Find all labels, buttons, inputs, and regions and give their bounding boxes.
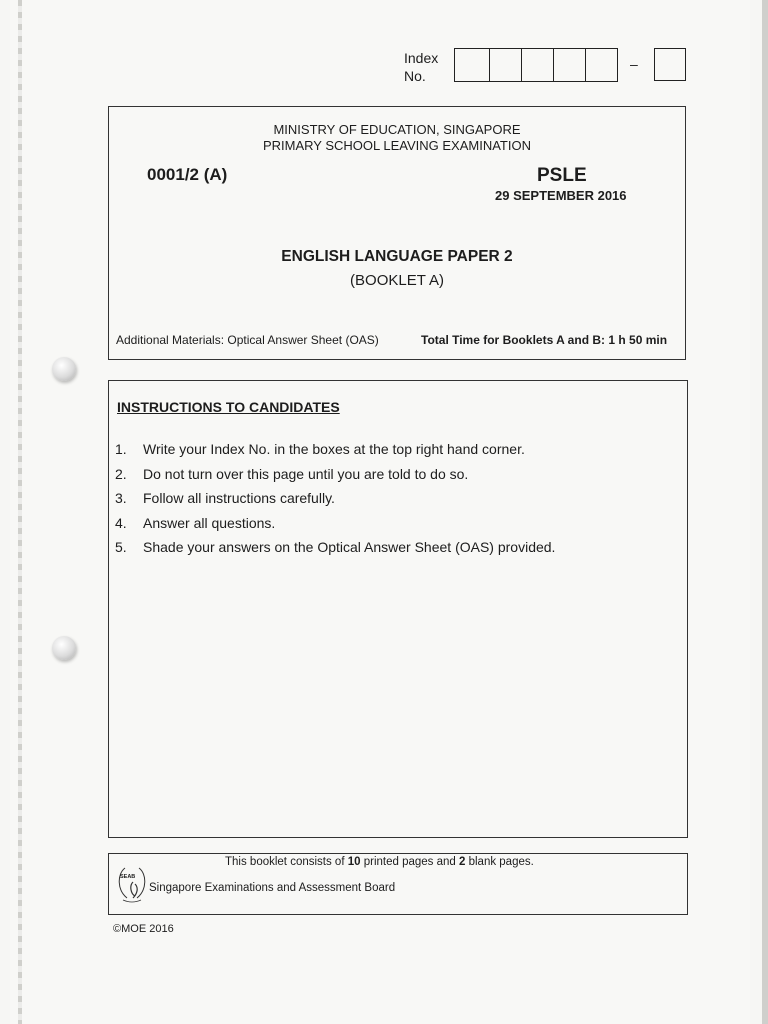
seab-logo-text: SEAB (120, 874, 136, 880)
index-check-box[interactable] (654, 48, 686, 81)
page-count-note: This booklet consists of 10 printed pages and 2 blank pages. (225, 856, 534, 868)
index-digit-box[interactable] (585, 49, 617, 81)
index-digit-box[interactable] (489, 49, 521, 81)
index-digit-box[interactable] (455, 49, 489, 81)
exam-level: PSLE (537, 165, 587, 186)
seab-logo-icon (115, 860, 149, 906)
total-time: Total Time for Booklets A and B: 1 h 50 min (421, 333, 668, 347)
paper-title: ENGLISH LANGUAGE PAPER 2 (281, 248, 513, 265)
instruction-item: 2. Do not turn over this page until you are told to do so. (115, 465, 469, 482)
board-name: Singapore Examinations and Assessment Board (149, 882, 396, 894)
exam-header-box (108, 106, 686, 360)
exam-name: PRIMARY SCHOOL LEAVING EXAMINATION (262, 138, 531, 153)
instruction-item: 4. Answer all questions. (115, 514, 276, 531)
exam-date: 29 SEPTEMBER 2016 (495, 188, 627, 203)
scan-right-edge (762, 0, 768, 1024)
instruction-item: 1. Write your Index No. in the boxes at the top right hand corner. (115, 441, 525, 457)
paper-code: 0001/2 (A) (147, 165, 228, 184)
instruction-item: 3. Follow all instructions carefully. (115, 490, 335, 506)
booklet-info-box (108, 853, 688, 915)
instructions-title: INSTRUCTIONS TO CANDIDATES (117, 399, 340, 415)
index-number-label: Index No. (404, 50, 439, 84)
scan-left-edge (18, 0, 22, 1024)
booklet-label: (BOOKLET A) (350, 272, 444, 289)
copyright-notice: ©MOE 2016 (113, 923, 174, 935)
instructions-list (115, 437, 555, 560)
ministry-name: MINISTRY OF EDUCATION, SINGAPORE (273, 122, 521, 137)
instruction-item: 5. Shade your answers on the Optical Answer Sheet (OAS) provided. (115, 539, 556, 555)
index-digit-box[interactable] (553, 49, 585, 81)
instructions-box (108, 380, 688, 838)
index-digit-box[interactable] (521, 49, 553, 81)
index-number-boxes[interactable] (454, 48, 618, 82)
additional-materials: Additional Materials: Optical Answer Sheet (OAS) (116, 333, 379, 347)
punch-hole-bottom (52, 636, 76, 660)
punch-hole-top (52, 357, 76, 381)
index-separator: – (630, 56, 638, 72)
